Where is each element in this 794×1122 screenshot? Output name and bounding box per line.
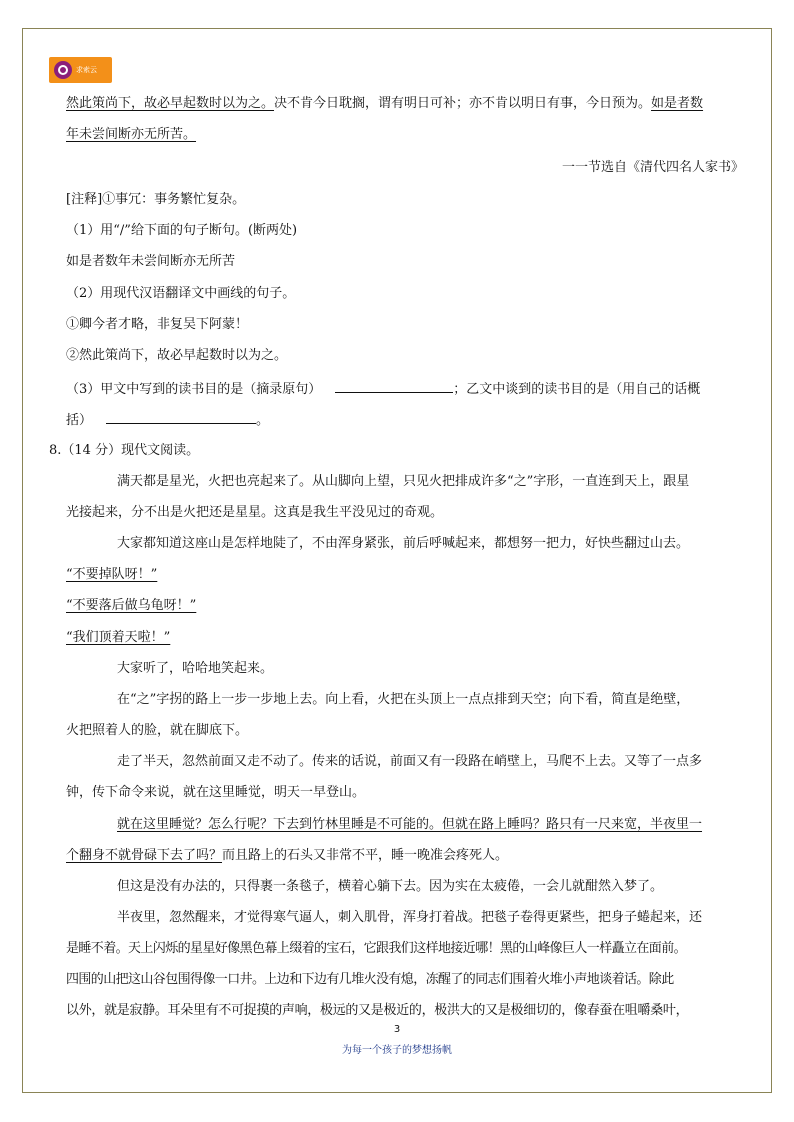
paragraph-3: 大家听了，哈哈地笑起来。 xyxy=(117,661,274,676)
dialogue-1: “不要掉队呀！” xyxy=(66,567,158,582)
classical-text: 决不肯今日耽搁，谓有明日可补；亦不肯以明日有事，今日预为。 xyxy=(274,96,652,111)
question-2-item-a: ①卿今者才略，非复吴下阿蒙！ xyxy=(66,317,249,332)
paragraph-2: 大家都知道这座山是怎样地陡了，不由浑身紧张，前后呼喊起来，都想努一把力，好快些翻过山去。 xyxy=(117,536,690,551)
paragraph-8-line-3: 四围的山把这山谷包围得像一口井。上边和下边有几堆火没有熄，冻醒了的同志们围着火堆小声地谈着话。除此 xyxy=(66,972,674,987)
paragraph-6-line-2: 个翻身不就骨碌下去了吗？而且路上的石头又非常不平，睡一晚准会疼死人。 xyxy=(66,848,509,863)
brand-logo xyxy=(49,57,112,83)
paragraph-6-line-1: 就在这里睡觉？怎么行呢？下去到竹林里睡是不可能的。但就在路上睡吗？路只有一尺来宽，半夜里一 xyxy=(117,817,703,832)
dialogue-3: “我们顶着天啦！” xyxy=(66,630,171,645)
paragraph-4-line-2: 火把照着人的脸，就在脚底下。 xyxy=(66,723,249,738)
annotation-note: [注释]①事冗：事务繁忙复杂。 xyxy=(66,192,246,207)
question-3-end: 。 xyxy=(256,413,270,428)
source-citation: 一一节选自《清代四名人家书》 xyxy=(561,160,744,175)
paragraph-8-line-2: 是睡不着。天上闪烁的星星好像黑色幕上缀着的宝石，它跟我们这样地接近哪！黑的山峰像巨人一样矗立在面前。 xyxy=(66,941,687,956)
paragraph-5-line-2: 钟，传下命令来说，就在这里睡觉，明天一早登山。 xyxy=(66,785,366,800)
question-2: （2）用现代汉语翻译文中画线的句子。 xyxy=(66,286,296,301)
paragraph-5-line-1: 走了半天，忽然前面又走不动了。传来的话说，前面又有一段路在峭壁上，马爬不上去。又等了一点多 xyxy=(117,754,703,769)
footer-slogan: 为每一个孩子的梦想扬帆 xyxy=(342,1045,452,1056)
answer-blank-2[interactable] xyxy=(106,411,256,424)
paragraph-8-line-1: 半夜里，忽然醒来，才觉得寒气逼人，刺入肌骨，浑身打着战。把毯子卷得更紧些，把身子蜷起来，还 xyxy=(117,910,703,925)
paragraph-4-line-1: 在“之”字拐的路上一步一步地上去。向上看，火把在头顶上一点点排到天空；向下看，简直是绝壁， xyxy=(117,692,690,707)
classical-line-1 xyxy=(66,96,703,112)
paragraph-8-line-4: 以外，就是寂静。耳朵里有不可捉摸的声响，极远的又是极近的，极洪大的又是极细切的，像春蚕在咀嚼桑叶， xyxy=(66,1003,689,1018)
question-3-continued xyxy=(66,411,269,429)
paragraph-7: 但这是没有办法的，只得裹一条毯子，横着心躺下去。因为实在太疲倦，一会儿就酣然入梦了。 xyxy=(117,879,664,894)
classical-line-2 xyxy=(66,127,196,143)
paragraph-1-line-2: 光接起来，分不出是火把还是星星。这真是我生平没见过的奇观。 xyxy=(66,505,444,520)
page-border xyxy=(22,28,772,1093)
logo-text: 求索云 xyxy=(76,66,97,74)
answer-blank-1[interactable] xyxy=(335,380,453,393)
logo-icon xyxy=(54,61,72,79)
question-3 xyxy=(66,380,700,398)
underlined-sentence-1: 然此策尚下，故必早起数时以为之。 xyxy=(66,96,275,111)
question-3-part-a: （3）甲文中写到的读书目的是（摘录原句） xyxy=(66,382,322,397)
question-3-part-b: ；乙文中谈到的读书目的是（用自己的话概 xyxy=(453,382,701,397)
question-2-item-b: ②然此策尚下，故必早起数时以为之。 xyxy=(66,348,288,363)
question-1-sentence: 如是者数年未尝间断亦无所苦 xyxy=(66,254,236,269)
underlined-sentence-2-start: 如是者数 xyxy=(651,96,704,111)
underlined-sentence-2-end: 年未尝间断亦无所苦。 xyxy=(66,127,197,142)
paragraph-1-line-1: 满天都是星光，火把也亮起来了。从山脚向上望，只见火把排成许多“之”字形，一直连到天上，跟星 xyxy=(117,474,690,489)
question-3-part-c: 括） xyxy=(66,413,93,428)
dialogue-2: “不要落后做乌龟呀！” xyxy=(66,598,197,613)
section-8-title: 8.（14 分）现代文阅读。 xyxy=(49,443,200,458)
question-1: （1）用“/”给下面的句子断句。(断两处) xyxy=(66,223,298,238)
page-number: 3 xyxy=(393,1024,401,1035)
